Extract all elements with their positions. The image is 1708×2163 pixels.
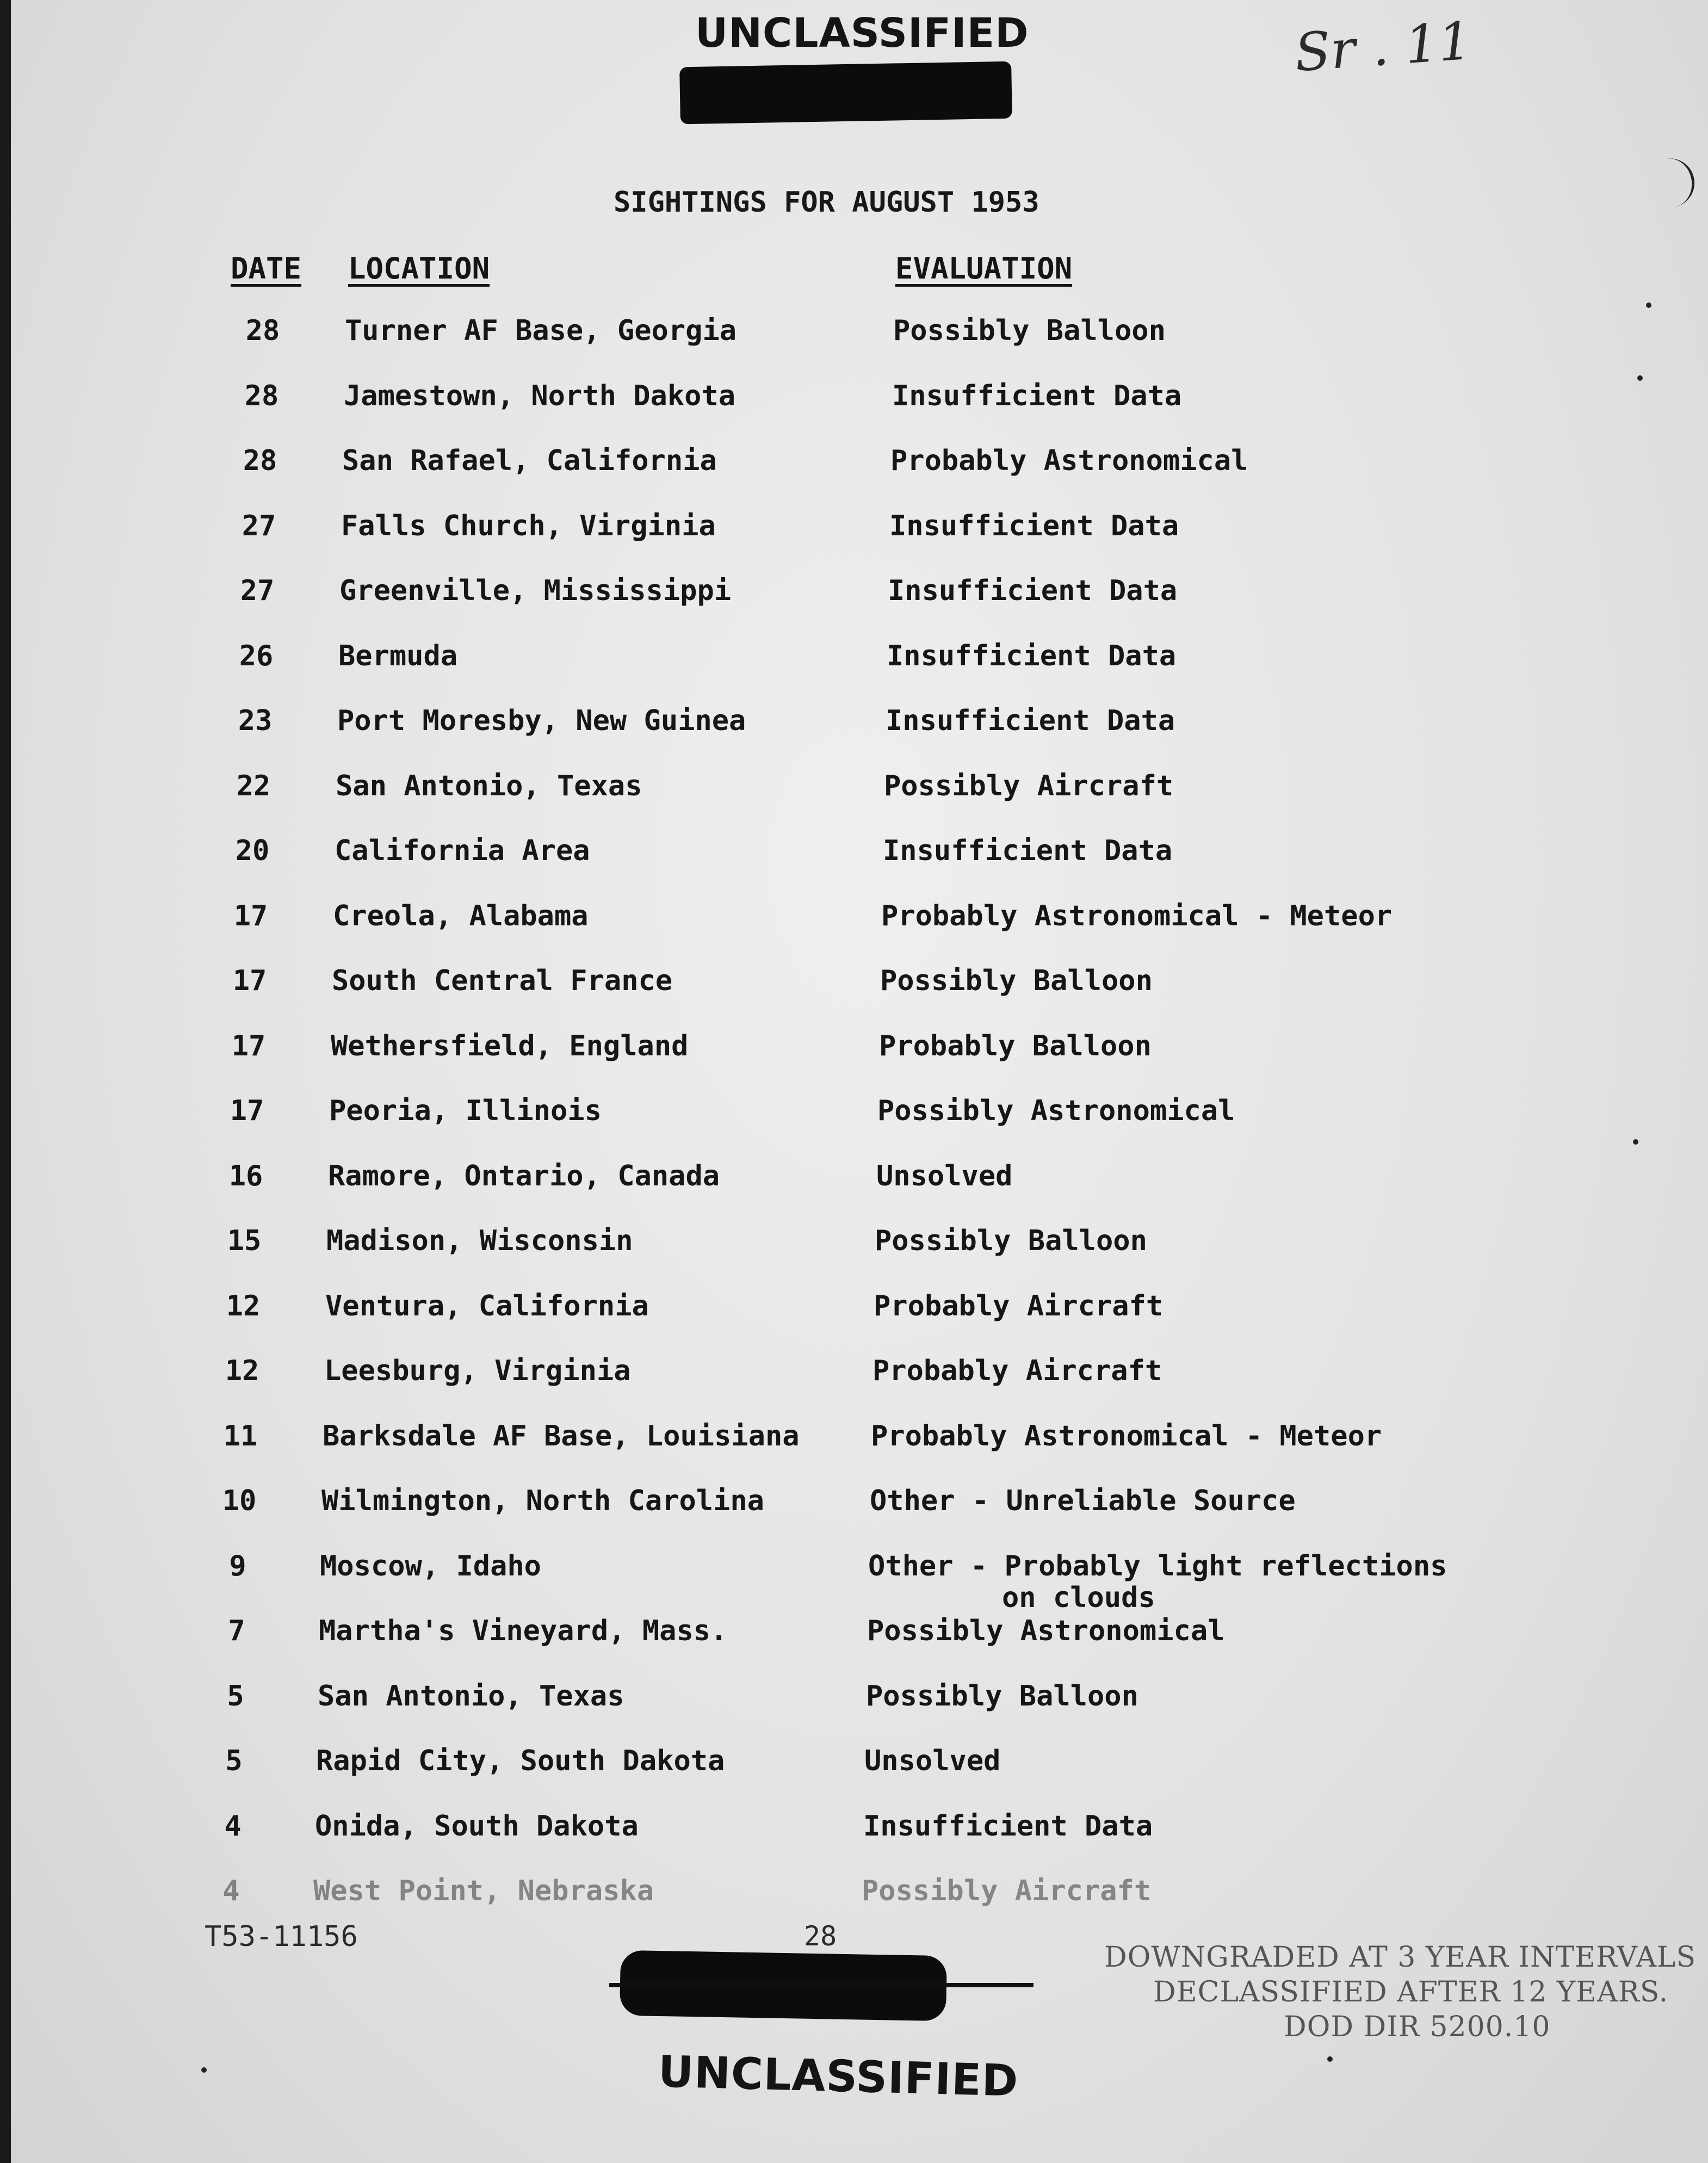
table-row: [11, 1355, 1708, 1419]
table-row: [11, 704, 1708, 769]
redaction-line: [609, 1983, 1034, 1987]
row-evaluation: Probably Astronomical - Meteor: [871, 1420, 1382, 1453]
table-row: [11, 1420, 1708, 1484]
row-evaluation: Probably Aircraft: [872, 1355, 1162, 1387]
page-title: SIGHTINGS FOR AUGUST 1953: [614, 186, 1039, 219]
row-date: 12: [226, 1290, 261, 1322]
row-date: 5: [225, 1745, 243, 1777]
row-location: Peoria, Illinois: [329, 1095, 602, 1127]
row-evaluation: Unsolved: [876, 1160, 1013, 1192]
row-date: 15: [227, 1225, 262, 1257]
row-location: Madison, Wisconsin: [326, 1225, 633, 1257]
column-header-evaluation: EVALUATION: [895, 251, 1073, 286]
column-header-location: LOCATION: [348, 251, 490, 286]
row-location: Martha's Vineyard, Mass.: [319, 1615, 728, 1647]
row-location: West Point, Nebraska: [313, 1875, 654, 1907]
table-row: [11, 1745, 1708, 1809]
row-location: Greenville, Mississippi: [339, 574, 732, 607]
row-location: Creola, Alabama: [333, 900, 589, 932]
row-evaluation: Possibly Balloon: [880, 965, 1153, 997]
row-location: Moscow, Idaho: [320, 1550, 541, 1583]
row-evaluation: Other - Unreliable Source: [870, 1485, 1296, 1517]
row-location: South Central France: [332, 965, 673, 997]
row-location: Port Moresby, New Guinea: [337, 704, 746, 737]
table-row: [11, 1485, 1708, 1549]
row-date: 20: [235, 835, 270, 867]
speck-5: [201, 2067, 207, 2073]
row-date: 9: [229, 1550, 246, 1583]
row-evaluation: Possibly Balloon: [866, 1680, 1138, 1713]
table-row: [11, 1225, 1708, 1289]
table-row: [11, 1290, 1708, 1354]
document-code: T53-11156: [205, 1920, 358, 1953]
table-row: [11, 640, 1708, 704]
speck-2: [1637, 375, 1643, 381]
row-date: 5: [227, 1680, 244, 1713]
speck-4: [1327, 2056, 1333, 2062]
table-row: [11, 1030, 1708, 1094]
declass-stamp-line3: DOD DIR 5200.10: [1284, 2011, 1551, 2043]
row-evaluation: Insufficient Data: [886, 704, 1175, 737]
table-row: [11, 1680, 1708, 1744]
row-date: 23: [238, 704, 273, 737]
row-date: 27: [240, 574, 275, 607]
row-evaluation: Probably Astronomical: [890, 444, 1248, 477]
row-evaluation: Insufficient Data: [888, 574, 1178, 607]
row-location: Rapid City, South Dakota: [316, 1745, 725, 1777]
row-evaluation: Other - Probably light reflections: [868, 1550, 1447, 1583]
row-date: 10: [222, 1485, 257, 1517]
table-row: [11, 770, 1708, 834]
table-row: [11, 1160, 1708, 1224]
row-location: Bermuda: [338, 640, 458, 672]
table-row: [11, 900, 1708, 964]
row-date: 26: [239, 640, 274, 672]
row-evaluation: Possibly Balloon: [893, 314, 1166, 347]
row-evaluation: Insufficient Data: [892, 380, 1182, 412]
handwritten-mark: Sr . 11: [1292, 10, 1474, 84]
row-date: 28: [245, 314, 280, 347]
row-location: San Antonio, Texas: [336, 770, 642, 802]
column-header-date: DATE: [231, 251, 302, 286]
table-row: [11, 574, 1708, 639]
row-date: 11: [223, 1420, 258, 1453]
row-date: 27: [242, 510, 276, 542]
row-evaluation-continued: on clouds: [1002, 1581, 1155, 1614]
row-location: San Antonio, Texas: [318, 1680, 624, 1713]
row-location: Turner AF Base, Georgia: [345, 314, 737, 347]
row-location: Barksdale AF Base, Louisiana: [323, 1420, 800, 1453]
row-date: 17: [232, 965, 267, 997]
row-evaluation: Insufficient Data: [887, 640, 1177, 672]
row-evaluation: Probably Astronomical - Meteor: [881, 900, 1393, 932]
declass-stamp-line2: DECLASSIFIED AFTER 12 YEARS.: [1153, 1976, 1669, 2008]
row-date: 7: [228, 1615, 245, 1647]
row-location: Ramore, Ontario, Canada: [328, 1160, 720, 1192]
table-row: [11, 380, 1708, 444]
row-date: 17: [231, 1030, 266, 1062]
page-number: 28: [804, 1920, 837, 1952]
row-date: 22: [236, 770, 271, 802]
speck-3: [1633, 1139, 1638, 1145]
row-evaluation: Possibly Balloon: [875, 1225, 1147, 1257]
row-evaluation: Insufficient Data: [883, 835, 1173, 867]
row-date: 28: [244, 380, 279, 412]
table-row: [11, 444, 1708, 509]
row-date: 4: [222, 1875, 240, 1907]
row-location: Onida, South Dakota: [315, 1810, 639, 1843]
row-evaluation: Possibly Aircraft: [862, 1875, 1152, 1907]
document-page: [11, 0, 1708, 2163]
row-location: Wethersfield, England: [331, 1030, 689, 1062]
classification-stamp-top: UNCLASSIFIED: [695, 10, 1029, 57]
redaction-bar-top: [679, 61, 1012, 125]
row-location: Ventura, California: [325, 1290, 649, 1322]
table-row: [11, 1615, 1708, 1679]
classification-stamp-bottom: UNCLASSIFIED: [657, 2046, 1019, 2106]
row-date: 4: [224, 1810, 242, 1843]
table-row: [11, 1550, 1708, 1614]
row-evaluation: Possibly Astronomical: [877, 1095, 1235, 1127]
row-date: 12: [225, 1355, 259, 1387]
row-location: San Rafael, California: [342, 444, 717, 477]
row-evaluation: Possibly Astronomical: [867, 1615, 1225, 1647]
row-location: Jamestown, North Dakota: [344, 380, 736, 412]
table-row: [11, 314, 1708, 379]
declass-stamp-line1: DOWNGRADED AT 3 YEAR INTERVALS: [1104, 1941, 1697, 1974]
row-evaluation: Probably Aircraft: [874, 1290, 1164, 1322]
row-date: 16: [228, 1160, 263, 1192]
row-location: Wilmington, North Carolina: [321, 1485, 764, 1517]
row-evaluation: Possibly Aircraft: [884, 770, 1174, 802]
table-row: [11, 835, 1708, 899]
punch-hole-mark: [1650, 154, 1698, 210]
row-evaluation: Probably Balloon: [879, 1030, 1152, 1062]
row-date: 28: [243, 444, 277, 477]
table-row: [11, 1810, 1708, 1874]
table-row: [11, 965, 1708, 1029]
row-date: 17: [233, 900, 268, 932]
table-row: [11, 1095, 1708, 1159]
speck-1: [1646, 302, 1651, 308]
row-location: California Area: [335, 835, 590, 867]
row-evaluation: Unsolved: [864, 1745, 1001, 1777]
row-location: Leesburg, Virginia: [324, 1355, 631, 1387]
row-evaluation: Insufficient Data: [889, 510, 1179, 542]
row-date: 17: [230, 1095, 264, 1127]
row-location: Falls Church, Virginia: [341, 510, 716, 542]
row-evaluation: Insufficient Data: [863, 1810, 1153, 1843]
table-row: [11, 510, 1708, 574]
